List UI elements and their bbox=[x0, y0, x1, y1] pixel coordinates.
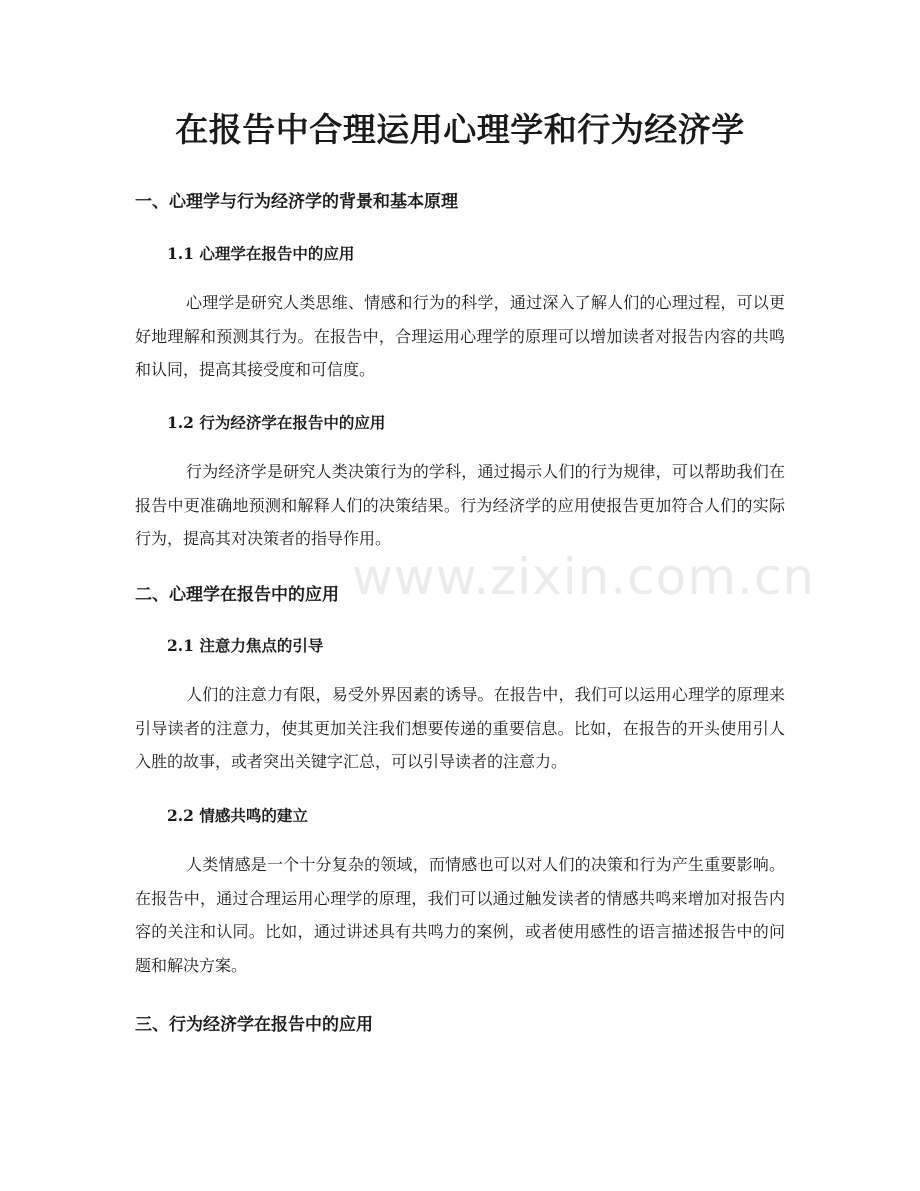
section-heading-2: 二、心理学在报告中的应用 bbox=[135, 585, 339, 605]
section-heading-3: 三、行为经济学在报告中的应用 bbox=[135, 1015, 373, 1035]
paragraph-2-2: 人类情感是一个十分复杂的领域，而情感也可以对人们的决策和行为产生重要影响。在报告中，通过合理运用心理学的原理，我们可以通过触发读者的情感共鸣来增加对报告内容的关注和认同。比如，通过讲述具有共鸣力的案例，或者使用感性的语言描述报告中的问题和解决方案。 bbox=[135, 855, 785, 975]
paragraph-1-2: 行为经济学是研究人类决策行为的学科，通过揭示人们的行为规律，可以帮助我们在报告中更准确地预测和解释人们的决策结果。行为经济学的应用使报告更加符合人们的实际行为，提高其对决策者的指导作用。 bbox=[135, 462, 785, 548]
subsection-heading-2-2: 2.2 情感共鸣的建立 bbox=[167, 806, 308, 825]
page-title: 在报告中合理运用心理学和行为经济学 bbox=[175, 110, 745, 149]
subsection-heading-1-2: 1.2 行为经济学在报告中的应用 bbox=[167, 413, 386, 432]
watermark: www.zixin.com.cn bbox=[352, 548, 816, 606]
paragraph-2-1: 人们的注意力有限，易受外界因素的诱导。在报告中，我们可以运用心理学的原理来引导读者的注意力，使其更加关注我们想要传递的重要信息。比如，在报告的开头使用引人入胜的故事，或者突出关键字汇总，可以引导读者的注意力。 bbox=[135, 685, 785, 771]
subsection-heading-1-1: 1.1 心理学在报告中的应用 bbox=[167, 244, 355, 263]
section-heading-1: 一、心理学与行为经济学的背景和基本原理 bbox=[135, 192, 458, 212]
subsection-heading-2-1: 2.1 注意力焦点的引导 bbox=[167, 636, 324, 655]
paragraph-1-1: 心理学是研究人类思维、情感和行为的科学，通过深入了解人们的心理过程，可以更好地理解和预测其行为。在报告中，合理运用心理学的原理可以增加读者对报告内容的共鸣和认同，提高其接受度和可信度。 bbox=[135, 293, 785, 379]
